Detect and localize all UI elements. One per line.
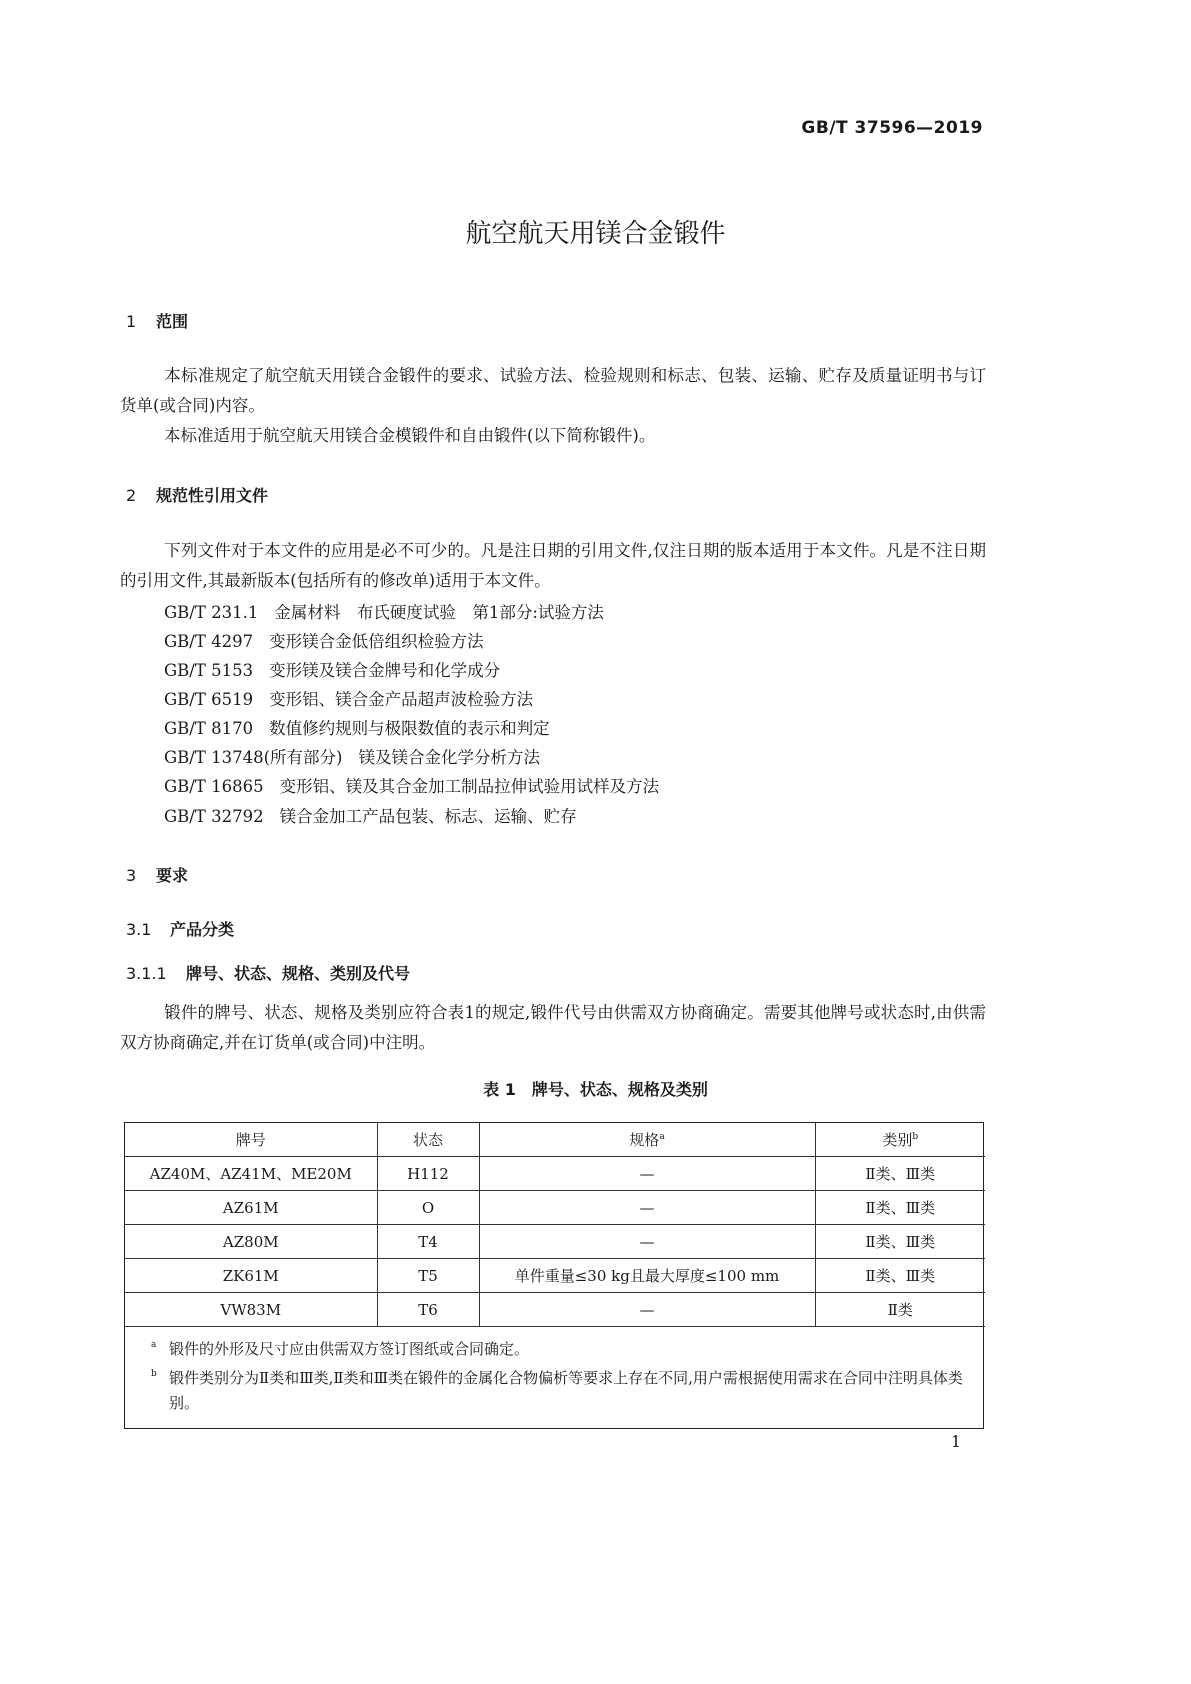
paragraph-classification: 锻件的牌号、状态、规格及类别应符合表1的规定,锻件代号由供需双方协商确定。需要其他牌号或状态时,由供需双方协商确定,并在订货单(或合同)中注明。 (120, 1003, 986, 1052)
reference-item (164, 803, 577, 827)
reference-title: 变形镁及镁合金牌号和化学成分 (269, 661, 501, 680)
reference-title: 金属材料 布氏硬度试验 第1部分:试验方法 (274, 603, 604, 622)
paragraph-refs-intro: 下列文件对于本文件的应用是必不可少的。凡是注日期的引用文件,仅注日期的版本适用于本文件。凡是不注日期的引用文件,其最新版本(包括所有的修改单)适用于本文件。 (120, 541, 986, 590)
header-category: 类别$^b$ (815, 1123, 985, 1157)
reference-title: 变形铝、镁合金产品超声波检验方法 (269, 690, 534, 709)
footnote-mark: a (151, 1340, 157, 1350)
cell-grade: VW83M (125, 1293, 377, 1327)
section-title: 牌号、状态、规格、类别及代号 (186, 964, 411, 983)
header-spec: 规格$^a$ (479, 1123, 815, 1157)
section-3-1-1-heading (126, 961, 410, 984)
table-footnote (151, 1337, 969, 1362)
reference-code: GB/T 231.1 (164, 603, 259, 622)
cell-spec: — (479, 1225, 815, 1259)
cell-spec: 单件重量≤30 kg且最大厚度≤100 mm (479, 1259, 815, 1293)
section-number: 2 (126, 486, 137, 505)
paragraph-scope-1: 本标准规定了航空航天用镁合金锻件的要求、试验方法、检验规则和标志、包装、运输、贮存及质量证明书与订货单(或合同)内容。 (120, 366, 986, 415)
section-title: 范围 (156, 312, 189, 331)
cell-spec: — (479, 1157, 815, 1191)
reference-code: GB/T 8170 (164, 719, 254, 738)
cell-category: Ⅱ类、Ⅲ类 (815, 1259, 985, 1293)
footnote-mark: b (151, 1369, 157, 1379)
section-title: 产品分类 (170, 920, 235, 939)
table-caption: 表 1 牌号、状态、规格及类别 (483, 1080, 708, 1099)
footnote-text: 锻件的外形及尺寸应由供需双方签订图纸或合同确定。 (169, 1340, 530, 1358)
reference-code: GB/T 13748(所有部分) (164, 748, 343, 767)
footnote-mark: b (912, 1132, 919, 1142)
reference-code: GB/T 6519 (164, 690, 254, 709)
table-footnote (151, 1366, 969, 1416)
reference-item (164, 657, 500, 681)
reference-item (164, 773, 659, 797)
reference-code: GB/T 32792 (164, 807, 264, 826)
cell-spec: — (479, 1293, 815, 1327)
header-temper: 状态 (377, 1123, 479, 1157)
cell-temper: T4 (377, 1225, 479, 1259)
section-number: 3 (126, 866, 137, 885)
reference-code: GB/T 16865 (164, 777, 264, 796)
cell-temper: O (377, 1191, 479, 1225)
table-row (125, 1191, 985, 1225)
table-1 (124, 1122, 984, 1429)
footnote-text: 锻件类别分为Ⅱ类和Ⅲ类,Ⅱ类和Ⅲ类在锻件的金属化合物偏析等要求上存在不同,用户需根据使用需求在合同中注明具体类别。 (169, 1369, 963, 1412)
reference-code: GB/T 5153 (164, 661, 254, 680)
cell-grade: AZ40M、AZ41M、ME20M (125, 1157, 377, 1191)
reference-item (164, 599, 604, 623)
reference-title: 数值修约规则与极限数值的表示和判定 (269, 719, 550, 738)
cell-temper: T6 (377, 1293, 479, 1327)
table-row (125, 1225, 985, 1259)
cell-category: Ⅱ类、Ⅲ类 (815, 1157, 985, 1191)
section-title: 要求 (156, 866, 189, 885)
cell-category: Ⅱ类 (815, 1293, 985, 1327)
footnote-mark: a (659, 1132, 665, 1142)
section-title: 规范性引用文件 (156, 486, 269, 505)
cell-temper: H112 (377, 1157, 479, 1191)
section-number: 3.1.1 (126, 964, 167, 983)
cell-spec: — (479, 1191, 815, 1225)
section-number: 3.1 (126, 920, 152, 939)
section-number: 1 (126, 312, 137, 331)
reference-item (164, 686, 533, 710)
reference-title: 镁及镁合金化学分析方法 (358, 748, 540, 767)
cell-grade: AZ61M (125, 1191, 377, 1225)
reference-item (164, 628, 484, 652)
cell-temper: T5 (377, 1259, 479, 1293)
paragraph-scope-2: 本标准适用于航空航天用镁合金模锻件和自由锻件(以下简称锻件)。 (164, 426, 656, 445)
reference-code: GB/T 4297 (164, 632, 254, 651)
table-notes (125, 1327, 983, 1428)
section-1-heading (126, 309, 188, 332)
cell-grade: ZK61M (125, 1259, 377, 1293)
reference-title: 镁合金加工产品包装、标志、运输、贮存 (279, 807, 577, 826)
table-header-row (125, 1123, 985, 1157)
header-grade: 牌号 (125, 1123, 377, 1157)
reference-title: 变形镁合金低倍组织检验方法 (269, 632, 484, 651)
table-row (125, 1293, 985, 1327)
cell-category: Ⅱ类、Ⅲ类 (815, 1225, 985, 1259)
table-row (125, 1259, 985, 1293)
cell-category: Ⅱ类、Ⅲ类 (815, 1191, 985, 1225)
section-3-heading (126, 863, 188, 886)
table-row (125, 1157, 985, 1191)
reference-item (164, 744, 540, 768)
standard-code: GB/T 37596—2019 (801, 118, 983, 138)
reference-item (164, 715, 550, 739)
reference-title: 变形铝、镁及其合金加工制品拉伸试验用试样及方法 (279, 777, 660, 796)
page-number: 1 (950, 1432, 961, 1451)
cell-grade: AZ80M (125, 1225, 377, 1259)
document-title: 航空航天用镁合金锻件 (465, 219, 726, 249)
section-3-1-heading (126, 917, 234, 940)
section-2-heading (126, 483, 268, 506)
